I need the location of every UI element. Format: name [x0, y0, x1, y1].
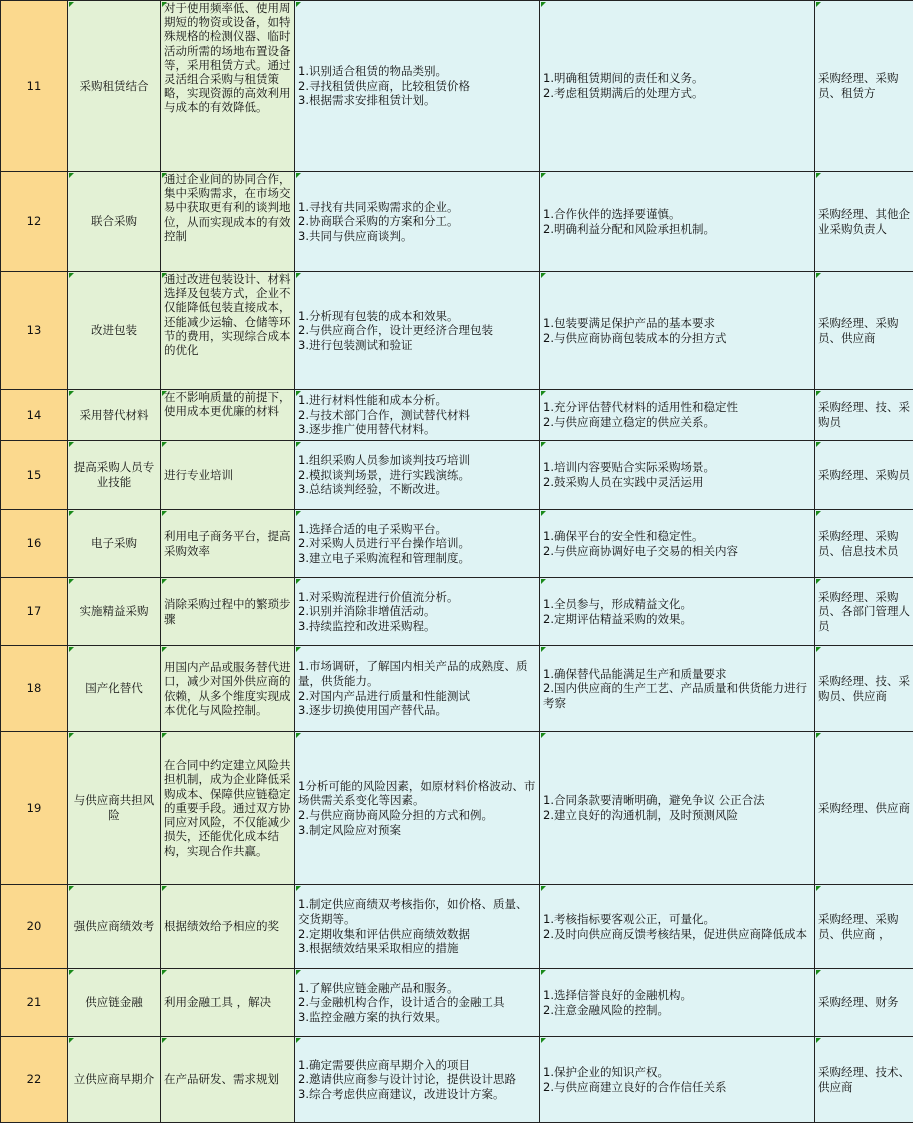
step-line: 1.了解供应链金融产品和服务。 — [298, 980, 459, 995]
measure-name-cell[interactable]: 与供应商共担风险 — [68, 732, 161, 885]
step-line: 1分析可能的风险因素，如原材料价格波动、市场供需关系变化等因素。 — [298, 778, 536, 808]
step-line: 1.制定供应商绩双考核指你，如价格、质量、交货期等。 — [298, 897, 528, 926]
note-line: 1.选择信誉良好的金融机构。 — [543, 987, 692, 1002]
description-cell[interactable]: 根据绩效给予相应的奖 — [161, 885, 295, 969]
table-row — [1, 510, 913, 578]
row-number-cell[interactable]: 12 — [1, 172, 68, 272]
notes-cell[interactable] — [540, 510, 815, 578]
step-line: 2.识别并消除非增值活动。 — [298, 604, 436, 619]
step-line: 3.根据绩效结果采取相应的措施 — [298, 941, 459, 956]
table-row — [1, 172, 913, 272]
row-number-cell[interactable]: 16 — [1, 510, 68, 578]
measure-name-cell[interactable]: 采用替代材料 — [68, 390, 161, 441]
description-cell[interactable]: 消除采购过程中的繁琐步骤 — [161, 578, 295, 646]
table-row — [1, 390, 913, 441]
row-number-cell[interactable]: 22 — [1, 1037, 68, 1123]
step-line: 3.持续监控和改进采购程。 — [298, 618, 436, 633]
step-line: 1.组织采购人员参加谈判技巧培训 — [298, 453, 470, 468]
description-cell[interactable]: 在不影响质量的前提下，使用成本更优廉的材料 — [161, 390, 295, 441]
note-line: 2.考虑租赁期满后的处理方式。 — [543, 86, 704, 100]
notes-cell[interactable] — [540, 646, 815, 732]
step-line: 3.监控金融方案的执行效果。 — [298, 1009, 447, 1024]
implementation-steps-cell[interactable] — [295, 441, 540, 510]
description-cell[interactable]: 在产品研发、需求规划 — [161, 1037, 295, 1123]
responsible-cell[interactable]: 采购经理、采购员、供应商 — [815, 272, 913, 390]
note-line: 1.考核指标要客观公正，可量化。 — [543, 911, 715, 926]
responsible-cell[interactable]: 采购经理、技、采购员 — [815, 390, 913, 441]
note-line: 2.与供应商协调好电子交易的相关内容 — [543, 543, 738, 558]
implementation-steps-cell[interactable] — [295, 272, 540, 390]
note-line: 1.确保替代品能满足生产和质量要求 — [543, 666, 727, 681]
note-line: 2.鼓采购人员在实践中灵活运用 — [543, 475, 704, 489]
step-line: 2.与供应商协商风险分担的方式和例。 — [298, 808, 493, 822]
table-row — [1, 1037, 913, 1123]
table-row — [1, 646, 913, 732]
notes-cell[interactable] — [540, 578, 815, 646]
implementation-steps-cell[interactable] — [295, 578, 540, 646]
description-cell[interactable]: 用国内产品或服务替代进口，减少对国外供应商的依赖，从多个维度实现成本优化与风险控制。 — [161, 646, 295, 732]
responsible-cell[interactable]: 采购经理、采购员、各部门管理人员 — [815, 578, 913, 646]
description-cell[interactable]: 进行专业培训 — [161, 441, 295, 510]
step-line: 2.模拟谈判场景，进行实践演练。 — [298, 467, 470, 482]
description-cell[interactable]: 利用金融工具 ，解决 — [161, 969, 295, 1037]
note-line: 1.合同条款要清晰明确，避免争议 公正合法 — [543, 793, 765, 808]
implementation-steps-cell[interactable] — [295, 390, 540, 441]
step-line: 3.综合考虑供应商建议，改进设计方案。 — [298, 1086, 505, 1101]
step-line: 2.协商联合采购的方案和分工。 — [298, 214, 459, 229]
row-number-cell[interactable]: 11 — [1, 1, 68, 172]
step-line: 2.对采购人员进行平台操作培训。 — [298, 536, 470, 551]
measure-name-cell[interactable]: 改进包装 — [68, 272, 161, 390]
step-line: 1.分析现有包装的成本和效果。 — [298, 308, 459, 323]
responsible-cell[interactable]: 采购经理、技、采购员、供应商 — [815, 646, 913, 732]
note-line: 1.全员参与，形成精益文化。 — [543, 596, 692, 611]
step-line: 3.逐步切换使用国产替代品。 — [298, 703, 447, 718]
step-line: 2.与金融机构合作，设计适合的金融工具 — [298, 995, 505, 1010]
note-line: 2.定期评估精益采购的效果。 — [543, 611, 692, 626]
table-row — [1, 441, 913, 510]
row-number-cell[interactable]: 21 — [1, 969, 68, 1037]
row-number-cell[interactable]: 15 — [1, 441, 68, 510]
row-number-cell[interactable]: 14 — [1, 390, 68, 441]
implementation-steps-cell[interactable] — [295, 172, 540, 272]
measure-name-cell[interactable]: 电子采购 — [68, 510, 161, 578]
row-number-cell[interactable]: 18 — [1, 646, 68, 732]
step-line: 3.制定风险应对预案 — [298, 822, 401, 837]
row-number-cell[interactable]: 13 — [1, 272, 68, 390]
note-line: 2.与供应商建立良好的合作信任关系 — [543, 1079, 727, 1094]
implementation-steps-cell[interactable] — [295, 646, 540, 732]
notes-cell[interactable] — [540, 1037, 815, 1123]
step-line: 3.共同与供应商谈判。 — [298, 228, 413, 243]
note-line: 1.培训内容要贴合实际采购场景。 — [543, 460, 715, 475]
step-line: 1.识别适合租赁的物品类别。 — [298, 64, 447, 79]
table-body — [1, 1, 913, 1123]
note-line: 1.保护企业的知识产权。 — [543, 1064, 669, 1079]
measure-name-cell[interactable]: 供应链金融 — [68, 969, 161, 1037]
step-line: 2.寻找租赁供应商，比较租赁价格 — [298, 78, 470, 93]
note-line: 1.合作伙伴的选择要谨慎。 — [543, 206, 681, 221]
responsible-cell[interactable]: 采购经理、财务 — [815, 969, 913, 1037]
description-cell[interactable]: 在合同中约定建立风险共担机制，成为企业降低采购成本、保障供应链稳定的重要手段。通过双方协同应对风险，不仅能减少损失，还能优化成本结构，实现合作共赢。 — [161, 732, 295, 885]
description-cell[interactable]: 对于使用频率低、使用周期短的物资或设备，如特殊规格的检测仪器、临时活动所需的场地布置设备等，采用租赁方式。通过灵活组合采购与租赁策略，实现资源的高效利用与成本的有效降低。 — [161, 1, 295, 172]
description-cell[interactable]: 通过改进包装设计、材料选择及包装方式，企业不仅能降低包装直接成本，还能减少运输、仓储等环节的费用，实现综合成本的优化 — [161, 272, 295, 390]
measure-name-cell[interactable]: 强供应商绩效考 — [68, 885, 161, 969]
responsible-cell[interactable]: 采购经理、供应商 — [815, 732, 913, 885]
step-line: 1.对采购流程进行价值流分析。 — [298, 589, 459, 604]
responsible-cell[interactable]: 采购经理、技术、供应商 — [815, 1037, 913, 1123]
note-line: 2.与供应商建立稳定的供应关系。 — [543, 415, 715, 429]
row-number-cell[interactable]: 17 — [1, 578, 68, 646]
step-line: 1.市场调研，了解国内相关产品的成熟度、质量，供货能力。 — [298, 659, 528, 688]
description-cell[interactable]: 通过企业间的协同合作，集中采购需求，在市场交易中获取更有利的谈判地位，从而实现成本的有效控制 — [161, 172, 295, 272]
measure-name-cell[interactable]: 立供应商早期介 — [68, 1037, 161, 1123]
note-line: 1.包装要满足保护产品的基本要求 — [543, 315, 715, 330]
notes-cell[interactable] — [540, 1, 815, 172]
note-line: 2.国内供应商的生产工艺、产品质量和供货能力进行考察 — [543, 681, 807, 710]
step-line: 2.对国内产品进行质量和性能测试 — [298, 688, 470, 703]
table-row — [1, 732, 913, 885]
note-line: 1.确保平台的安全性和稳定性。 — [543, 528, 704, 543]
note-line: 2.建立良好的沟通机制，及时预测风险 — [543, 808, 738, 822]
notes-cell[interactable] — [540, 272, 815, 390]
table-row — [1, 272, 913, 390]
responsible-cell[interactable]: 采购经理、采购员、租赁方 — [815, 1, 913, 172]
responsible-cell[interactable]: 采购经理、采购员 — [815, 441, 913, 510]
implementation-steps-cell[interactable] — [295, 510, 540, 578]
note-line: 2.注意金融风险的控制。 — [543, 1002, 669, 1017]
step-line: 1.选择合适的电子采购平台。 — [298, 521, 447, 536]
responsible-cell[interactable]: 采购经理、采购员、信息技术员 — [815, 510, 913, 578]
implementation-steps-cell[interactable] — [295, 885, 540, 969]
measure-name-cell[interactable]: 采购租赁结合 — [68, 1, 161, 172]
note-line: 1.充分评估替代材料的适用性和稳定性 — [543, 400, 738, 415]
note-line: 2.明确利益分配和风险承担机制。 — [543, 221, 715, 236]
step-line: 2.与供应商合作，设计更经济合理包装 — [298, 323, 493, 338]
table-row — [1, 578, 913, 646]
row-number-cell[interactable]: 20 — [1, 885, 68, 969]
step-line: 2.与技术部门合作，测试替代材料 — [298, 407, 470, 422]
responsible-cell[interactable]: 采购经理、采购员、供应商 ， — [815, 885, 913, 969]
description-cell[interactable]: 利用电子商务平台，提高采购效率 — [161, 510, 295, 578]
responsible-cell[interactable]: 采购经理、其他企业采购负责人 — [815, 172, 913, 272]
implementation-steps-cell[interactable] — [295, 732, 540, 885]
measure-name-cell[interactable]: 提高采购人员专业技能 — [68, 441, 161, 510]
implementation-steps-cell[interactable] — [295, 1, 540, 172]
step-line: 1.寻找有共同采购需求的企业。 — [298, 199, 459, 214]
implementation-steps-cell[interactable] — [295, 1037, 540, 1123]
step-line: 1.进行材料性能和成本分析。 — [298, 393, 447, 408]
note-line: 1.明确租赁期间的责任和义务。 — [543, 71, 704, 86]
notes-cell[interactable] — [540, 885, 815, 969]
step-line: 3.建立电子采购流程和管理制度。 — [298, 550, 470, 565]
notes-cell[interactable] — [540, 172, 815, 272]
step-line: 3.进行包装测试和验证 — [298, 337, 413, 352]
implementation-steps-cell[interactable] — [295, 969, 540, 1037]
table-row — [1, 1, 913, 172]
step-line: 3.总结谈判经验，不断改进。 — [298, 482, 447, 497]
measure-name-cell[interactable]: 实施精益采购 — [68, 578, 161, 646]
step-line: 3.根据需求安排租赁计划。 — [298, 93, 436, 108]
row-number-cell[interactable]: 19 — [1, 732, 68, 885]
table-row — [1, 969, 913, 1037]
step-line: 3.逐步推广使用替代材料。 — [298, 422, 436, 437]
note-line: 2.及时向供应商反馈考核结果，促进供应商降低成本 — [543, 926, 807, 941]
measure-name-cell[interactable]: 国产化替代 — [68, 646, 161, 732]
notes-cell[interactable] — [540, 732, 815, 885]
notes-cell[interactable] — [540, 441, 815, 510]
step-line: 2.定期收集和评估供应商绩效数据 — [298, 926, 470, 941]
measure-name-cell[interactable]: 联合采购 — [68, 172, 161, 272]
notes-cell[interactable] — [540, 390, 815, 441]
step-line: 1.确定需要供应商早期介入的项目 — [298, 1057, 470, 1072]
note-line: 2.与供应商协商包装成本的分担方式 — [543, 330, 727, 345]
table-row — [1, 885, 913, 969]
step-line: 2.邀请供应商参与设计讨论，提供设计思路 — [298, 1072, 516, 1087]
notes-cell[interactable] — [540, 969, 815, 1037]
